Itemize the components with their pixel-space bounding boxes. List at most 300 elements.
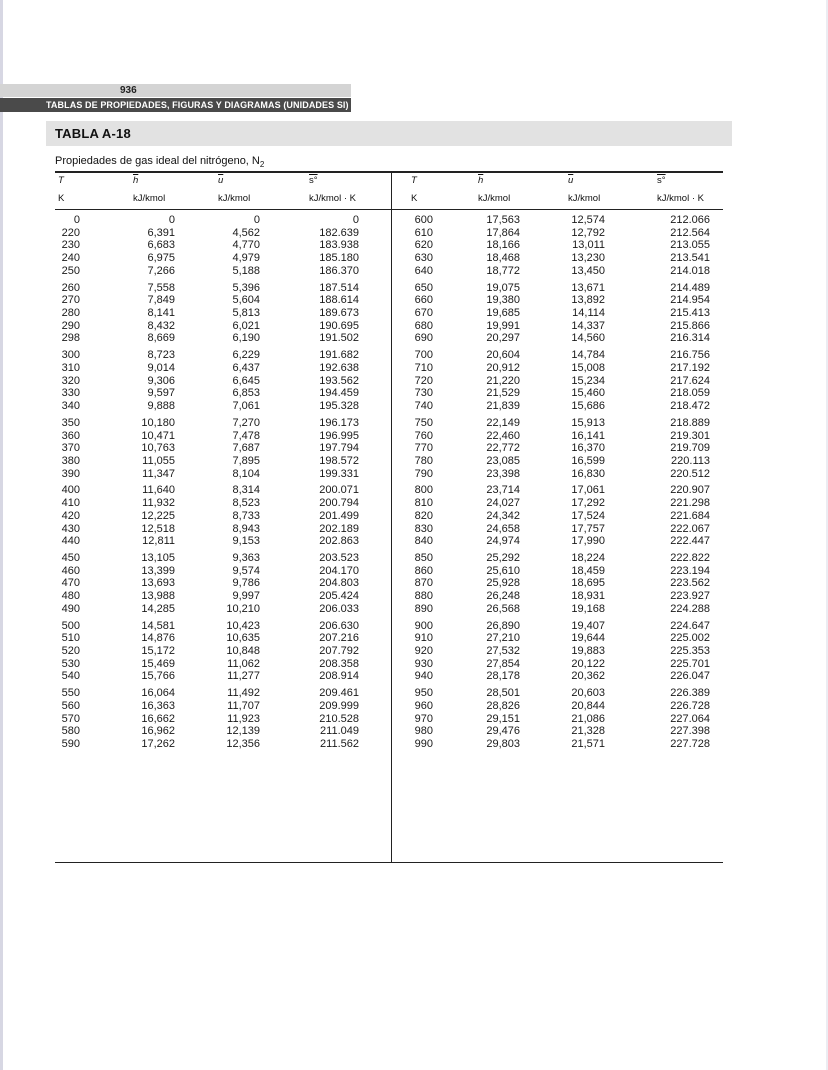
cell-s-left: 204.170 — [319, 564, 359, 577]
table-row — [0, 375, 828, 388]
cell-u-right: 16,599 — [571, 454, 605, 467]
cell-h-left: 9,014 — [147, 361, 175, 374]
table-row — [0, 455, 828, 468]
row-group — [0, 417, 828, 481]
cell-t-left: 420 — [61, 509, 80, 522]
cell-s-left: 199.331 — [319, 467, 359, 480]
table-label: TABLA A-18 — [55, 126, 131, 141]
cell-u-right: 13,230 — [571, 252, 605, 265]
cell-t-right: 720 — [414, 374, 433, 387]
cell-s-left: 0 — [352, 214, 359, 226]
cell-s-right: 225.701 — [670, 657, 710, 670]
cell-h-left: 12,518 — [141, 522, 175, 535]
cell-h-left: 11,640 — [142, 484, 175, 497]
cell-u-left: 4,979 — [232, 252, 260, 265]
cell-t-right: 760 — [414, 429, 433, 442]
cell-s-right: 224.647 — [670, 619, 710, 632]
header-symbol-u-left: $\overline{u}$ — [218, 175, 224, 186]
cell-s-left: 204.803 — [319, 577, 359, 590]
cell-t-left: 370 — [61, 442, 80, 455]
cell-u-left: 10,210 — [226, 602, 260, 615]
cell-u-left: 12,139 — [226, 725, 260, 738]
table-row — [0, 320, 828, 333]
cell-s-right: 214.489 — [670, 281, 710, 294]
cell-s-right: 217.624 — [670, 374, 710, 387]
row-group — [0, 282, 828, 346]
cell-s-left: 196.173 — [319, 416, 359, 429]
cell-h-right: 26,568 — [486, 602, 520, 615]
cell-t-left: 460 — [61, 564, 80, 577]
cell-t-right: 750 — [414, 416, 433, 429]
cell-u-right: 18,459 — [571, 564, 605, 577]
cell-s-left: 197.794 — [319, 442, 359, 455]
cell-s-right: 217.192 — [670, 361, 710, 374]
cell-s-left: 200.794 — [319, 497, 359, 510]
cell-h-left: 10,180 — [141, 416, 175, 429]
cell-s-left: 183.938 — [319, 239, 359, 252]
cell-u-right: 17,061 — [571, 484, 605, 497]
cell-s-left: 207.216 — [319, 632, 359, 645]
cell-t-right: 780 — [414, 454, 433, 467]
cell-h-left: 9,888 — [147, 400, 175, 413]
cell-s-right: 227.728 — [670, 738, 710, 751]
cell-t-left: 340 — [61, 400, 80, 413]
cell-u-right: 15,913 — [571, 416, 605, 429]
cell-h-left: 0 — [168, 214, 175, 226]
cell-t-left: 240 — [61, 252, 80, 265]
cell-t-left: 470 — [61, 577, 80, 590]
cell-h-left: 9,597 — [147, 387, 175, 400]
header-symbol-t-left: T — [58, 175, 64, 186]
cell-s-left: 190.695 — [319, 319, 359, 332]
cell-u-left: 5,188 — [232, 264, 260, 277]
cell-t-left: 410 — [61, 497, 80, 510]
cell-s-right: 219.709 — [670, 442, 710, 455]
cell-t-right: 800 — [414, 484, 433, 497]
cell-s-left: 200.071 — [319, 484, 359, 497]
cell-t-right: 860 — [414, 564, 433, 577]
cell-h-right: 22,772 — [486, 442, 520, 455]
cell-t-left: 490 — [61, 602, 80, 615]
header-symbol-h-right: $\overline{h}$ — [478, 175, 484, 186]
cell-t-left: 230 — [61, 239, 80, 252]
cell-u-right: 14,114 — [572, 307, 605, 320]
cell-s-left: 188.614 — [319, 294, 359, 307]
cell-t-right: 650 — [414, 281, 433, 294]
cell-u-left: 6,853 — [232, 387, 260, 400]
cell-h-right: 19,991 — [486, 319, 520, 332]
cell-t-right: 830 — [414, 522, 433, 535]
cell-t-right: 870 — [414, 577, 433, 590]
cell-t-left: 400 — [61, 484, 80, 497]
cell-h-left: 13,693 — [141, 577, 175, 590]
cell-t-left: 220 — [61, 226, 80, 239]
cell-t-left: 430 — [61, 522, 80, 535]
cell-s-right: 215.866 — [670, 319, 710, 332]
cell-h-left: 17,262 — [141, 738, 175, 751]
cell-t-left: 280 — [61, 307, 80, 320]
cell-u-left: 4,562 — [232, 226, 260, 239]
cell-t-right: 970 — [414, 712, 433, 725]
table-top-rule — [55, 171, 723, 173]
table-row — [0, 713, 828, 726]
cell-h-left: 6,391 — [147, 226, 175, 239]
cell-s-right: 212.564 — [670, 226, 710, 239]
cell-t-left: 570 — [61, 712, 80, 725]
cell-u-right: 20,362 — [571, 670, 605, 683]
cell-s-right: 214.954 — [670, 294, 710, 307]
cell-u-right: 13,450 — [571, 264, 605, 277]
cell-s-right: 223.194 — [670, 564, 710, 577]
header-unit-h-left: kJ/kmol — [133, 193, 166, 204]
cell-h-left: 10,471 — [141, 429, 175, 442]
cell-s-left: 208.914 — [319, 670, 359, 683]
header-unit-u-right: kJ/kmol — [568, 193, 601, 204]
cell-h-right: 29,803 — [486, 738, 520, 751]
cell-t-left: 330 — [61, 387, 80, 400]
cell-h-right: 22,460 — [486, 429, 520, 442]
cell-t-right: 950 — [414, 687, 433, 700]
cell-u-right: 14,337 — [571, 319, 605, 332]
cell-u-right: 15,008 — [571, 361, 605, 374]
cell-h-right: 29,476 — [486, 725, 520, 738]
cell-t-right: 880 — [414, 590, 433, 603]
cell-h-right: 24,658 — [486, 522, 520, 535]
cell-t-left: 390 — [61, 467, 80, 480]
table-row — [0, 590, 828, 603]
cell-h-left: 11,055 — [142, 454, 175, 467]
cell-t-right: 810 — [414, 497, 433, 510]
cell-u-left: 7,270 — [232, 416, 260, 429]
table-row — [0, 282, 828, 295]
cell-h-right: 19,685 — [486, 307, 520, 320]
table-row — [0, 265, 828, 278]
cell-s-right: 225.002 — [670, 632, 710, 645]
cell-h-left: 14,876 — [141, 632, 175, 645]
cell-t-left: 290 — [61, 319, 80, 332]
cell-t-left: 0 — [73, 214, 80, 226]
table-row — [0, 523, 828, 536]
cell-h-right: 20,297 — [486, 332, 520, 345]
cell-h-right: 17,563 — [486, 214, 520, 226]
table-row — [0, 687, 828, 700]
cell-u-left: 6,437 — [232, 361, 260, 374]
cell-t-left: 520 — [61, 645, 80, 657]
cell-u-right: 17,757 — [571, 522, 605, 535]
cell-h-left: 6,683 — [147, 239, 175, 252]
cell-s-right: 218.889 — [670, 416, 710, 429]
header-unit-h-right: kJ/kmol — [478, 193, 511, 204]
table-row — [0, 442, 828, 455]
cell-u-right: 15,234 — [571, 374, 605, 387]
cell-t-left: 560 — [61, 699, 80, 712]
cell-u-left: 6,021 — [232, 319, 260, 332]
cell-t-right: 920 — [414, 645, 433, 657]
cell-h-left: 11,347 — [142, 467, 175, 480]
cell-h-right: 18,468 — [486, 252, 520, 265]
cell-h-right: 26,248 — [486, 590, 520, 603]
cell-u-right: 19,168 — [571, 602, 605, 615]
cell-h-right: 27,210 — [486, 632, 520, 645]
cell-h-left: 13,988 — [141, 590, 175, 603]
cell-h-right: 28,178 — [486, 670, 520, 683]
table-caption — [55, 155, 264, 169]
table-row — [0, 603, 828, 616]
header-symbol-h-left: $\overline{h}$ — [133, 175, 139, 186]
cell-t-left: 298 — [61, 332, 80, 345]
header-unit-t-left: K — [58, 193, 65, 204]
table-bottom-rule — [55, 862, 723, 863]
cell-s-left: 192.638 — [319, 361, 359, 374]
cell-h-right: 24,027 — [486, 497, 520, 510]
cell-u-left: 7,478 — [232, 429, 260, 442]
row-group — [0, 349, 828, 413]
cell-h-left: 14,285 — [141, 602, 175, 615]
cell-h-right: 22,149 — [486, 416, 520, 429]
cell-h-left: 13,399 — [141, 564, 175, 577]
table-label-bar — [46, 121, 732, 146]
cell-h-left: 16,363 — [141, 699, 175, 712]
cell-u-right: 18,931 — [571, 590, 605, 603]
cell-t-right: 640 — [414, 264, 433, 277]
cell-h-left: 16,064 — [141, 687, 175, 700]
cell-s-right: 219.301 — [670, 429, 710, 442]
cell-s-left: 195.328 — [319, 400, 359, 413]
cell-t-left: 580 — [61, 725, 80, 738]
cell-u-left: 0 — [253, 214, 260, 226]
cell-h-right: 24,342 — [486, 509, 520, 522]
cell-s-left: 209.999 — [319, 699, 359, 712]
header-symbol-u-right: $\overline{u}$ — [568, 175, 574, 186]
cell-t-right: 900 — [414, 619, 433, 632]
cell-u-left: 5,396 — [232, 281, 260, 294]
cell-h-right: 19,075 — [486, 281, 520, 294]
cell-h-right: 28,826 — [486, 699, 520, 712]
cell-u-left: 11,923 — [227, 712, 260, 725]
cell-u-right: 14,784 — [571, 349, 605, 362]
table-row — [0, 400, 828, 413]
cell-s-left: 182.639 — [319, 226, 359, 239]
cell-h-right: 29,151 — [486, 712, 520, 725]
cell-h-right: 19,380 — [486, 294, 520, 307]
row-group — [0, 552, 828, 616]
cell-h-right: 21,839 — [486, 400, 520, 413]
table-row — [0, 294, 828, 307]
table-row — [0, 239, 828, 252]
cell-t-right: 820 — [414, 509, 433, 522]
cell-h-right: 25,610 — [486, 564, 520, 577]
cell-h-left: 16,662 — [141, 712, 175, 725]
cell-s-left: 211.562 — [320, 738, 359, 751]
cell-u-left: 4,770 — [232, 239, 260, 252]
cell-u-left: 7,895 — [232, 454, 260, 467]
cell-t-left: 270 — [61, 294, 80, 307]
cell-t-left: 260 — [61, 281, 80, 294]
cell-s-right: 220.113 — [671, 454, 710, 467]
page-number: 936 — [120, 85, 137, 96]
cell-u-right: 17,990 — [571, 535, 605, 548]
cell-t-left: 300 — [61, 349, 80, 362]
cell-t-right: 890 — [414, 602, 433, 615]
cell-s-right: 215.413 — [670, 307, 710, 320]
cell-h-left: 8,432 — [147, 319, 175, 332]
table-row — [0, 468, 828, 481]
cell-h-right: 17,864 — [486, 226, 520, 239]
cell-t-right: 700 — [414, 349, 433, 362]
cell-h-right: 28,501 — [486, 687, 520, 700]
cell-t-right: 990 — [414, 738, 433, 751]
cell-h-left: 8,723 — [147, 349, 175, 362]
cell-h-left: 7,558 — [147, 281, 175, 294]
cell-s-right: 226.389 — [670, 687, 710, 700]
cell-t-left: 380 — [61, 454, 80, 467]
cell-t-right: 690 — [414, 332, 433, 345]
cell-h-left: 14,581 — [141, 619, 175, 632]
cell-s-right: 216.756 — [670, 349, 710, 362]
cell-t-left: 550 — [61, 687, 80, 700]
cell-h-right: 25,928 — [486, 577, 520, 590]
cell-u-right: 13,892 — [571, 294, 605, 307]
cell-s-left: 202.189 — [319, 522, 359, 535]
cell-s-left: 194.459 — [319, 387, 359, 400]
cell-t-right: 840 — [414, 535, 433, 548]
cell-s-right: 223.927 — [670, 590, 710, 603]
cell-u-right: 19,883 — [571, 645, 605, 657]
header-unit-u-left: kJ/kmol — [218, 193, 251, 204]
cell-s-right: 227.398 — [670, 725, 710, 738]
cell-t-left: 320 — [61, 374, 80, 387]
cell-u-right: 13,011 — [572, 239, 605, 252]
table-row — [0, 227, 828, 240]
cell-t-right: 600 — [414, 214, 433, 226]
cell-s-right: 214.018 — [670, 264, 710, 277]
row-group — [0, 620, 828, 684]
cell-s-right: 227.064 — [670, 712, 710, 725]
cell-t-left: 480 — [61, 590, 80, 603]
cell-h-left: 15,766 — [141, 670, 175, 683]
table-row — [0, 565, 828, 578]
cell-u-left: 8,104 — [232, 467, 260, 480]
cell-s-right: 225.353 — [670, 645, 710, 657]
header-unit-s-left: kJ/kmol · K — [309, 193, 356, 204]
cell-s-right: 213.055 — [670, 239, 710, 252]
cell-u-left: 10,635 — [226, 632, 260, 645]
row-group — [0, 484, 828, 548]
cell-u-right: 21,328 — [571, 725, 605, 738]
cell-u-right: 14,560 — [571, 332, 605, 345]
cell-t-left: 540 — [61, 670, 80, 683]
cell-u-right: 13,671 — [571, 281, 605, 294]
cell-s-left: 205.424 — [319, 590, 359, 603]
table-row — [0, 349, 828, 362]
cell-h-right: 18,772 — [486, 264, 520, 277]
cell-h-left: 8,141 — [147, 307, 175, 320]
cell-s-right: 221.684 — [670, 509, 710, 522]
table-row — [0, 620, 828, 633]
cell-u-right: 20,844 — [571, 699, 605, 712]
header-symbol-s-left: s° — [309, 175, 318, 186]
cell-t-right: 980 — [414, 725, 433, 738]
cell-h-right: 24,974 — [486, 535, 520, 548]
cell-s-left: 211.049 — [320, 725, 359, 738]
cell-u-right: 16,830 — [571, 467, 605, 480]
cell-u-left: 7,061 — [232, 400, 260, 413]
cell-s-left: 202.863 — [319, 535, 359, 548]
cell-s-left: 196.995 — [319, 429, 359, 442]
cell-t-right: 940 — [414, 670, 433, 683]
table-row — [0, 645, 828, 658]
cell-s-right: 218.059 — [670, 387, 710, 400]
cell-u-left: 9,786 — [232, 577, 260, 590]
cell-t-right: 770 — [414, 442, 433, 455]
cell-u-right: 15,460 — [571, 387, 605, 400]
cell-s-right: 220.512 — [670, 467, 710, 480]
cell-u-left: 5,813 — [232, 307, 260, 320]
cell-s-left: 189.673 — [319, 307, 359, 320]
cell-s-left: 207.792 — [319, 645, 359, 657]
cell-u-left: 6,190 — [232, 332, 260, 345]
cell-u-left: 7,687 — [232, 442, 260, 455]
cell-t-right: 680 — [414, 319, 433, 332]
cell-h-left: 15,469 — [141, 657, 175, 670]
cell-h-right: 25,292 — [486, 551, 520, 564]
cell-s-right: 226.728 — [670, 699, 710, 712]
page-number-bar — [0, 84, 351, 97]
table-header-rule — [55, 209, 723, 210]
cell-h-right: 20,604 — [486, 349, 520, 362]
cell-u-left: 6,645 — [232, 374, 260, 387]
cell-s-left: 191.502 — [319, 332, 359, 345]
cell-h-left: 16,962 — [141, 725, 175, 738]
table-row — [0, 670, 828, 683]
cell-t-right: 610 — [414, 226, 433, 239]
table-row — [0, 725, 828, 738]
cell-t-right: 790 — [414, 467, 433, 480]
cell-u-left: 9,997 — [232, 590, 260, 603]
cell-u-left: 12,356 — [226, 738, 260, 751]
cell-s-right: 222.067 — [670, 522, 710, 535]
cell-s-right: 222.447 — [670, 535, 710, 548]
caption-subscript: 2 — [259, 160, 265, 170]
cell-u-right: 17,524 — [571, 509, 605, 522]
cell-u-right: 21,571 — [571, 738, 605, 751]
cell-t-right: 850 — [414, 551, 433, 564]
cell-t-left: 500 — [61, 619, 80, 632]
cell-t-right: 910 — [414, 632, 433, 645]
cell-u-left: 9,363 — [232, 551, 260, 564]
cell-t-left: 360 — [61, 429, 80, 442]
cell-h-right: 21,220 — [486, 374, 520, 387]
table-row — [0, 430, 828, 443]
cell-u-left: 11,062 — [227, 657, 260, 670]
cell-t-right: 730 — [414, 387, 433, 400]
cell-s-left: 206.033 — [319, 602, 359, 615]
cell-s-left: 206.630 — [319, 619, 359, 632]
table-row — [0, 738, 828, 751]
cell-u-left: 11,707 — [227, 699, 260, 712]
cell-h-right: 23,398 — [486, 467, 520, 480]
cell-h-left: 13,105 — [141, 551, 175, 564]
table-row — [0, 535, 828, 548]
cell-t-left: 590 — [61, 738, 80, 751]
table-row — [0, 252, 828, 265]
cell-s-right: 218.472 — [670, 400, 710, 413]
cell-s-left: 209.461 — [319, 687, 359, 700]
row-group — [0, 687, 828, 751]
cell-h-left: 12,225 — [141, 509, 175, 522]
cell-s-right: 220.907 — [670, 484, 710, 497]
cell-h-right: 20,912 — [486, 361, 520, 374]
